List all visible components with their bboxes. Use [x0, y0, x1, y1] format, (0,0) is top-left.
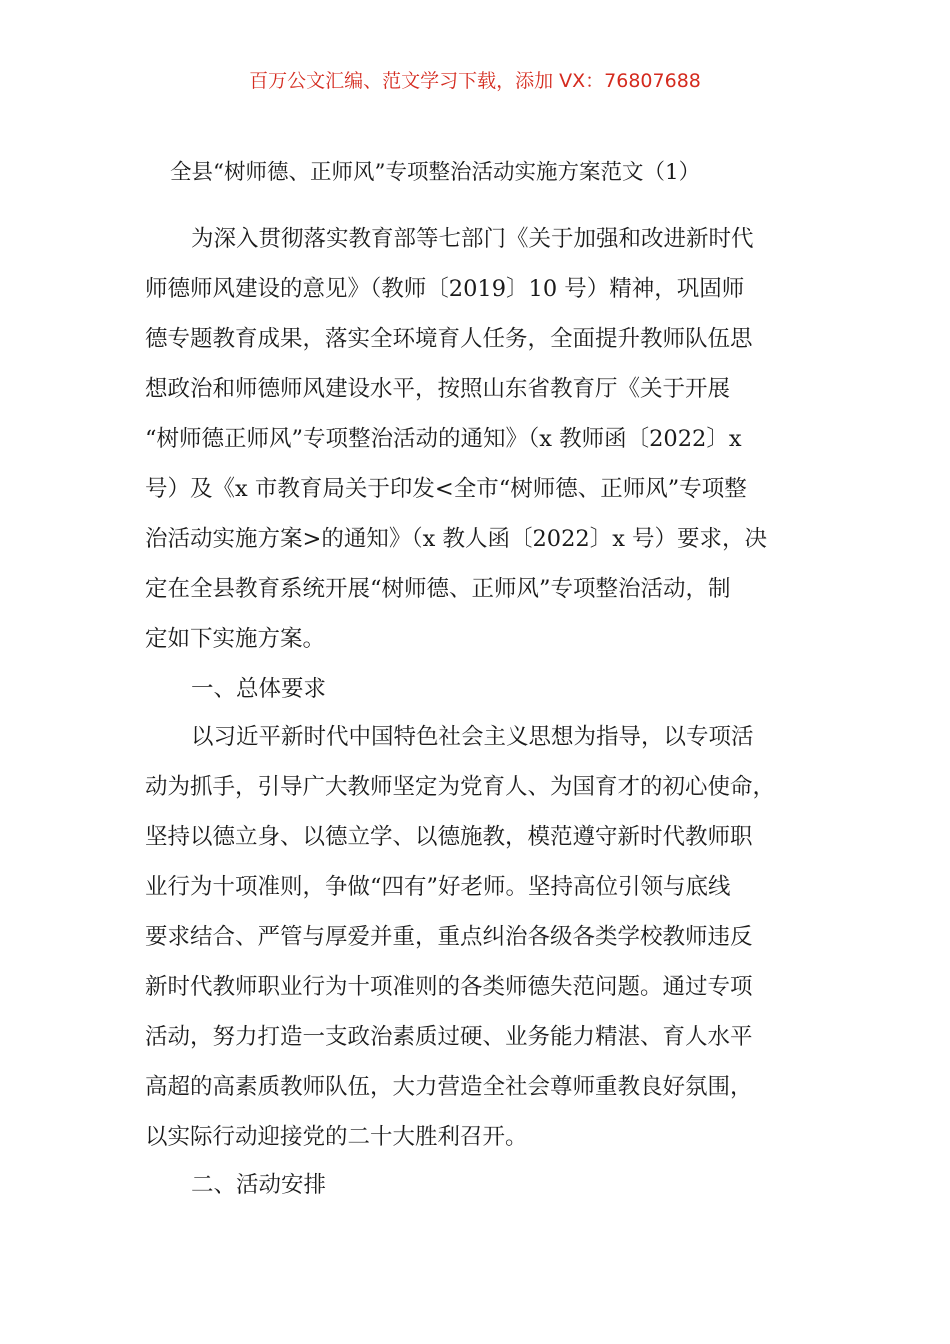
paragraph-line: 坚持以德立身、以德立学、以德施教，模范遵守新时代教师职	[145, 824, 753, 850]
section-heading-1: 一、总体要求	[191, 676, 327, 702]
paragraph-line: 治活动实施方案>的通知》（x 教人函〔2022〕x 号）要求，决	[145, 526, 768, 552]
paragraph-line: 师德师风建设的意见》（教师〔2019〕10 号）精神，巩固师	[145, 276, 745, 302]
paragraph-line: 活动，努力打造一支政治素质过硬、业务能力精湛、育人水平	[145, 1024, 753, 1050]
paragraph-line: 以习近平新时代中国特色社会主义思想为指导，以专项活	[191, 724, 754, 750]
document-title: 全县“树师德、正师风”专项整治活动实施方案范文（1）	[170, 160, 701, 185]
paragraph-line: 定在全县教育系统开展“树师德、正师风”专项整治活动，制	[145, 576, 731, 602]
paragraph-line: 要求结合、严管与厚爱并重，重点纠治各级各类学校教师违反	[145, 924, 753, 950]
paragraph-line: “树师德正师风”专项整治活动的通知》（x 教师函〔2022〕x	[145, 426, 742, 452]
paragraph-line: 为深入贯彻落实教育部等七部门《关于加强和改进新时代	[191, 226, 754, 252]
paragraph-line: 动为抓手，引导广大教师坚定为党育人、为国育才的初心使命，	[145, 774, 776, 800]
section-heading-2: 二、活动安排	[191, 1172, 327, 1198]
paragraph-line: 定如下实施方案。	[145, 626, 326, 652]
watermark-header: 百万公文汇编、范文学习下载，添加 VX：76807688	[249, 70, 701, 92]
paragraph-line: 德专题教育成果，落实全环境育人任务，全面提升教师队伍思	[145, 326, 753, 352]
paragraph-line: 号）及《x 市教育局关于印发<全市“树师德、正师风”专项整	[145, 476, 747, 502]
paragraph-line: 新时代教师职业行为十项准则的各类师德失范问题。通过专项	[145, 974, 753, 1000]
paragraph-line: 高超的高素质教师队伍，大力营造全社会尊师重教良好氛围，	[145, 1074, 753, 1100]
paragraph-line: 想政治和师德师风建设水平，按照山东省教育厅《关于开展	[145, 376, 731, 402]
section1-paragraph	[145, 712, 775, 1162]
paragraph-line: 业行为十项准则，争做“四有”好老师。坚持高位引领与底线	[145, 874, 731, 900]
paragraph-line: 以实际行动迎接党的二十大胜利召开。	[145, 1124, 528, 1150]
intro-paragraph	[145, 214, 767, 664]
